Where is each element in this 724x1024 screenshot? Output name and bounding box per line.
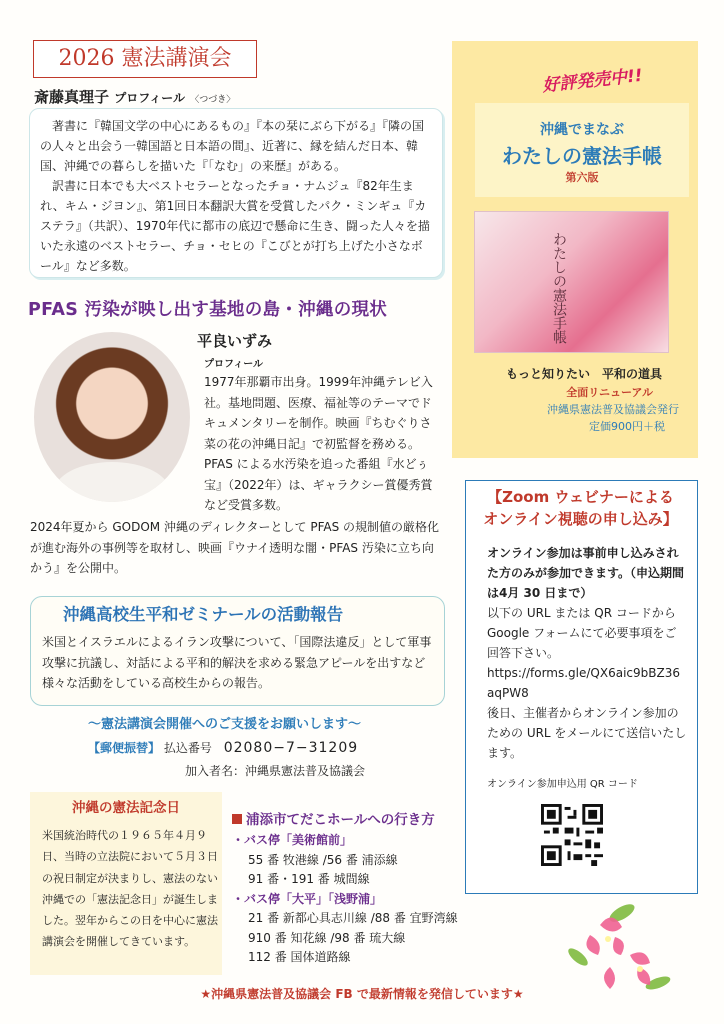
event-title: 2026 憲法講演会 bbox=[33, 40, 257, 78]
book-badge: 好評発売中!! bbox=[541, 65, 644, 97]
saito-bio-para-2: 訳書に日本でも大ベストセラーとなったチョ・ナムジュ『82年生まれ、キム・ジヨン』、第1回日本翻訳大賞を受賞したパク・ミンギュ『カステラ』（共訳）、1970年代に都市の底辺で懸命に生き、闘った人々を描いた永遠のベストセラー、チョ・セヒの『こびとが打ち上げた小さなボール』など多数。 bbox=[40, 179, 430, 273]
support-title: 〜憲法講演会開催へのご支援をお願いします〜 bbox=[88, 717, 362, 732]
postal-text: 払込番号 bbox=[163, 741, 212, 755]
saito-name: 斎藤真理子 bbox=[34, 88, 110, 106]
access-title-text: 浦添市てだこホールへの行き方 bbox=[246, 812, 435, 828]
zoom-instructions: 以下の URL または QR コードから Google フォームにて必要事項をご回答下さい。 bbox=[487, 606, 677, 660]
footer-note: ★沖縄県憲法普及協議会 FB で最新情報を発信しています★ bbox=[200, 987, 524, 1001]
zoom-title-line2: オンライン視聴の申し込み】 bbox=[483, 510, 678, 528]
qr-label: オンライン参加申込用 QR コード bbox=[487, 779, 638, 790]
zoom-followup: 後日、主催者からオンライン参加のための URL をメールにて送信いたします。 bbox=[487, 706, 687, 760]
postal-label: 【郵便振替】 bbox=[88, 741, 161, 755]
saito-heading bbox=[34, 86, 235, 107]
zoom-url[interactable]: https://forms.gle/QX6aic9bBZ36aqPW8 bbox=[487, 666, 680, 700]
book-edition: 第六版 bbox=[565, 171, 599, 184]
qr-code-icon[interactable] bbox=[541, 804, 603, 866]
postal-transfer bbox=[88, 739, 358, 756]
book-publisher: 沖縄県憲法普及協議会発行 bbox=[547, 403, 679, 416]
speaker-photo bbox=[34, 332, 190, 502]
kinen-body: 米国統治時代の１９６５年４月９日、当時の立法院において５月３日の祝日制定が決まりし、憲法のない沖縄での「憲法記念日」が誕生しました。翌年からこの日を中心に憲法講演会を開催してきています。 bbox=[42, 829, 218, 949]
book-renewal: 全面リニューアル bbox=[566, 386, 653, 399]
speaker-bio-cont: 2024年夏から GODOM 沖縄のディレクターとして PFAS の規制値の厳格化が進む海外の事例等を取材し、映画『ウナイ透明な闇・PFAS 汚染に立ち向かう』を公開中。 bbox=[30, 520, 440, 575]
speaker-profile-label: プロフィール bbox=[204, 359, 263, 370]
access-title bbox=[232, 808, 435, 828]
seminar-title: 沖縄高校生平和ゼミナールの活動報告 bbox=[63, 605, 344, 624]
bus-stop: ・バス停「美術館前」 bbox=[232, 833, 353, 847]
pfas-title: PFAS 汚染が映し出す基地の島・沖縄の現状 bbox=[28, 300, 388, 320]
member-name: 加入者名：沖縄県憲法普及協議会 bbox=[185, 764, 366, 778]
speaker-bio: 1977年那覇市出身。1999年沖縄テレビ入社。基地問題、医療、福祉等のテーマでドキュメンタリーを制作。映画『ちむぐりさ菜の花の沖縄日記』で初監督を務める。PFAS による水汚染を追った番組『水どぅ宝』（2022年）は、ギャラクシー賞優秀賞など受賞多数。 bbox=[204, 375, 433, 512]
square-icon bbox=[232, 814, 242, 824]
zoom-title-line1: 【Zoom ウェビナーによる bbox=[487, 488, 674, 506]
bus-route: 112 番 国体道路線 bbox=[248, 950, 351, 964]
book-subtitle: 沖縄でまなぶ bbox=[540, 122, 624, 138]
speaker-name: 平良いずみ bbox=[197, 332, 273, 350]
kinen-title: 沖縄の憲法記念日 bbox=[72, 800, 180, 816]
zoom-notice: オンライン参加は事前申し込みされた方のみが参加できます。（申込期間は4月 30 日まで） bbox=[487, 546, 685, 600]
book-price: 定価900円＋税 bbox=[589, 420, 665, 433]
bus-stop: ・バス停「大平」「浅野浦」 bbox=[232, 891, 383, 906]
postal-number: 02080−7−31209 bbox=[223, 740, 359, 756]
bus-route: 91 番・191 番 城間線 bbox=[248, 872, 370, 886]
bus-route: 55 番 牧港線 /56 番 浦添線 bbox=[248, 852, 398, 867]
saito-cont: 〈つづき〉 bbox=[190, 95, 236, 105]
saito-profile-label: プロフィール bbox=[114, 91, 186, 105]
book-cover-image bbox=[474, 211, 669, 353]
zoom-title bbox=[465, 486, 696, 530]
bus-route: 910 番 知花線 /98 番 琉大線 bbox=[248, 930, 406, 945]
book-title: わたしの憲法手帳 bbox=[502, 144, 662, 168]
book-caption: もっと知りたい 平和の道具 bbox=[505, 367, 662, 381]
zoom-body bbox=[487, 543, 687, 763]
saito-bio-para-1: 著書に『韓国文学の中心にあるもの』『本の栞にぶら下がる』『隣の国の人々と出会う一韓国語と日本語の間』、近著に、縁を結んだ日本、韓国、沖縄での暮らしを描いた『「なむ」の来歴』がある。 bbox=[40, 119, 425, 173]
saito-bio-box bbox=[29, 108, 443, 278]
access-list bbox=[232, 831, 458, 968]
bougainvillea-illustration bbox=[560, 895, 680, 1010]
seminar-body: 米国とイスラエルによるイラン攻撃について、「国際法違反」として軍事攻撃に抗議し、対話による平和的解決を求める緊急アピールを出すなど様々な活動をしている高校生からの報告。 bbox=[42, 635, 432, 690]
cover-title: わたしの憲法手帳 bbox=[551, 232, 567, 344]
bus-route: 21 番 新都心具志川線 /88 番 宜野湾線 bbox=[248, 911, 458, 925]
